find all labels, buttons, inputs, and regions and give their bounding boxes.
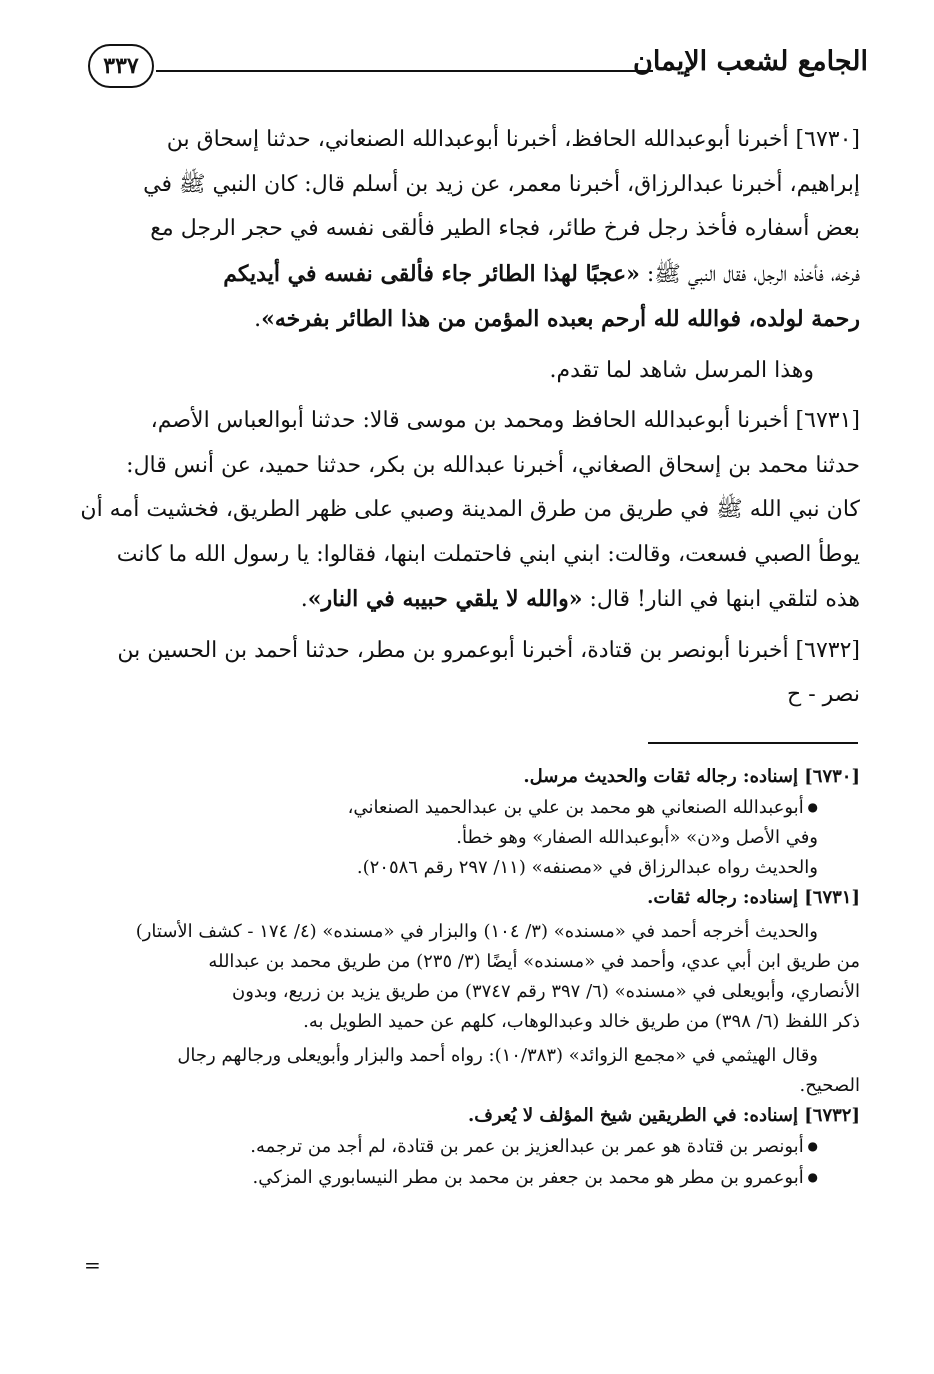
footnote-6732-bullet-2: ● أبوعمرو بن مطر هو محمد بن جعفر بن محمد بن مطر النيسابوري المزكي. bbox=[78, 1162, 860, 1193]
footnote-6731-para-2-line-1: وقال الهيثمي في «مجمع الزوائد» (١٠/٣٨٣): رواه أحمد والبزار وأبويعلى ورجالهم رجال bbox=[177, 1045, 818, 1066]
hadith-6732-line-1: [٦٧٣٢] أخبرنا أبونصر بن قتادة، أخبرنا أبوعمرو بن مطر، حدثنا أحمد بن الحسين بن bbox=[117, 637, 860, 663]
hadith-6731-line-3: كان نبي الله ﷺ في طريق من طرق المدينة وصبي على ظهر الطريق، فخشيت أمه أن bbox=[80, 497, 860, 522]
hadith-6730-line-4-text: فرخه، فأخذه الرجل، فقال النبي ﷺ: bbox=[639, 261, 860, 287]
main-text bbox=[80, 118, 860, 718]
continuation-mark: = bbox=[84, 1253, 101, 1277]
footnote-6730-source: والحديث رواه عبدالرزاق في «مصنفه» (١١/ ٢٩٧ رقم ٢٠٥٨٦). bbox=[356, 857, 818, 878]
hadith-6731-line-2: حدثنا محمد بن إسحاق الصغاني، أخبرنا عبدالله بن بكر، حدثنا حميد، عن أنس قال: bbox=[126, 452, 860, 478]
hadith-6731-line-4: يوطأ الصبي فسعت، وقالت: ابني ابني فاحتملت ابنها، فقالوا: يا رسول الله ما كانت bbox=[116, 541, 860, 567]
mursal-note: وهذا المرسل شاهد لما تقدم. bbox=[549, 357, 814, 383]
hadith-6730-line-3: بعض أسفاره فأخذ رجل فرخ طائر، فجاء الطير فألقى نفسه في حجر الرجل مع bbox=[150, 216, 860, 241]
hadith-6731-quote: «والله لا يلقي حبيبه في النار» bbox=[307, 586, 583, 612]
footnote-6730-bullet-1-cont: وفي الأصل و«ن» «أبوعبدالله الصفار» وهو خطأ. bbox=[456, 827, 818, 848]
footnotes bbox=[78, 762, 860, 1193]
hadith-6732-line-2: نصر - ح bbox=[787, 682, 860, 707]
footnote-6731-para-1-line-4: ذكر اللفظ (٦/ ٣٩٨) من طريق خالد وعبدالوهاب، كلهم عن حميد الطويل به. bbox=[303, 1011, 860, 1032]
hadith-6731-line-5-end: . bbox=[300, 587, 308, 612]
page-number: ٣٣٧ bbox=[88, 44, 154, 88]
hadith-6731-line-5 bbox=[80, 577, 860, 623]
footnote-6731-para-1-line-3: الأنصاري، وأبويعلى في «مسنده» (٦/ ٣٩٧ رقم ٣٧٤٧) من طريق يزيد بن زريع، وبدون bbox=[232, 981, 860, 1002]
hadith-6730-line-5 bbox=[80, 297, 860, 343]
hadith-6730-quote-part-2: رحمة لولده، فوالله لله أرحم بعبده المؤمن من هذا الطائر بفرخه» bbox=[261, 306, 860, 332]
footnote-6731-para-2-line-2: الصحيح. bbox=[799, 1075, 860, 1096]
hadith-6730-line-4 bbox=[80, 252, 860, 298]
footnote-6731-heading: [٦٧٣١] إسناده: رجاله ثقات. bbox=[647, 887, 860, 908]
running-title: الجامع لشعب الإيمان bbox=[633, 46, 868, 77]
page-header bbox=[88, 40, 868, 100]
footnote-6730-heading: [٦٧٣٠] إسناده: رجاله ثقات والحديث مرسل. bbox=[523, 766, 860, 787]
footnote-6731-para-1-line-2: من طريق ابن أبي عدي، وأحمد في «مسنده» أيضًا (٣/ ٢٣٥) من طريق محمد بن عبدالله bbox=[208, 951, 860, 972]
footnote-6730-bullet-1: ● أبوعبدالله الصنعاني هو محمد بن علي بن عبدالحميد الصنعاني، bbox=[78, 792, 860, 823]
hadith-6730-line-5-end: . bbox=[254, 307, 262, 332]
hadith-6731-line-1: [٦٧٣١] أخبرنا أبوعبدالله الحافظ ومحمد بن موسى قالا: حدثنا أبوالعباس الأصم، bbox=[150, 408, 860, 433]
hadith-6730-line-1: [٦٧٣٠] أخبرنا أبوعبدالله الحافظ، أخبرنا أبوعبدالله الصنعاني، حدثنا إسحاق بن bbox=[166, 127, 860, 152]
hadith-6730-line-2: إبراهيم، أخبرنا عبدالرزاق، أخبرنا معمر، عن زيد بن أسلم قال: كان النبي ﷺ في bbox=[143, 171, 860, 197]
footnote-separator bbox=[648, 742, 858, 744]
footnote-6731-para-1-line-1: والحديث أخرجه أحمد في «مسنده» (٣/ ١٠٤) والبزار في «مسنده» (٤/ ١٧٤ - كشف الأستار) bbox=[135, 921, 818, 942]
footnote-6732-bullet-1: ● أبونصر بن قتادة هو عمر بن عبدالعزيز بن عمر بن قتادة، لم أجد من ترجمه. bbox=[78, 1131, 860, 1162]
header-rule bbox=[156, 70, 653, 72]
footnote-6732-heading: [٦٧٣٢] إسناده: في الطريقين شيخ المؤلف لا يُعرف. bbox=[468, 1105, 860, 1126]
hadith-6731-line-5-text: هذه لتلقي ابنها في النار! قال: bbox=[582, 587, 860, 612]
hadith-6730-quote-part-1: «عجبًا لهذا الطائر جاء فألقى نفسه في أيديكم bbox=[223, 260, 640, 287]
